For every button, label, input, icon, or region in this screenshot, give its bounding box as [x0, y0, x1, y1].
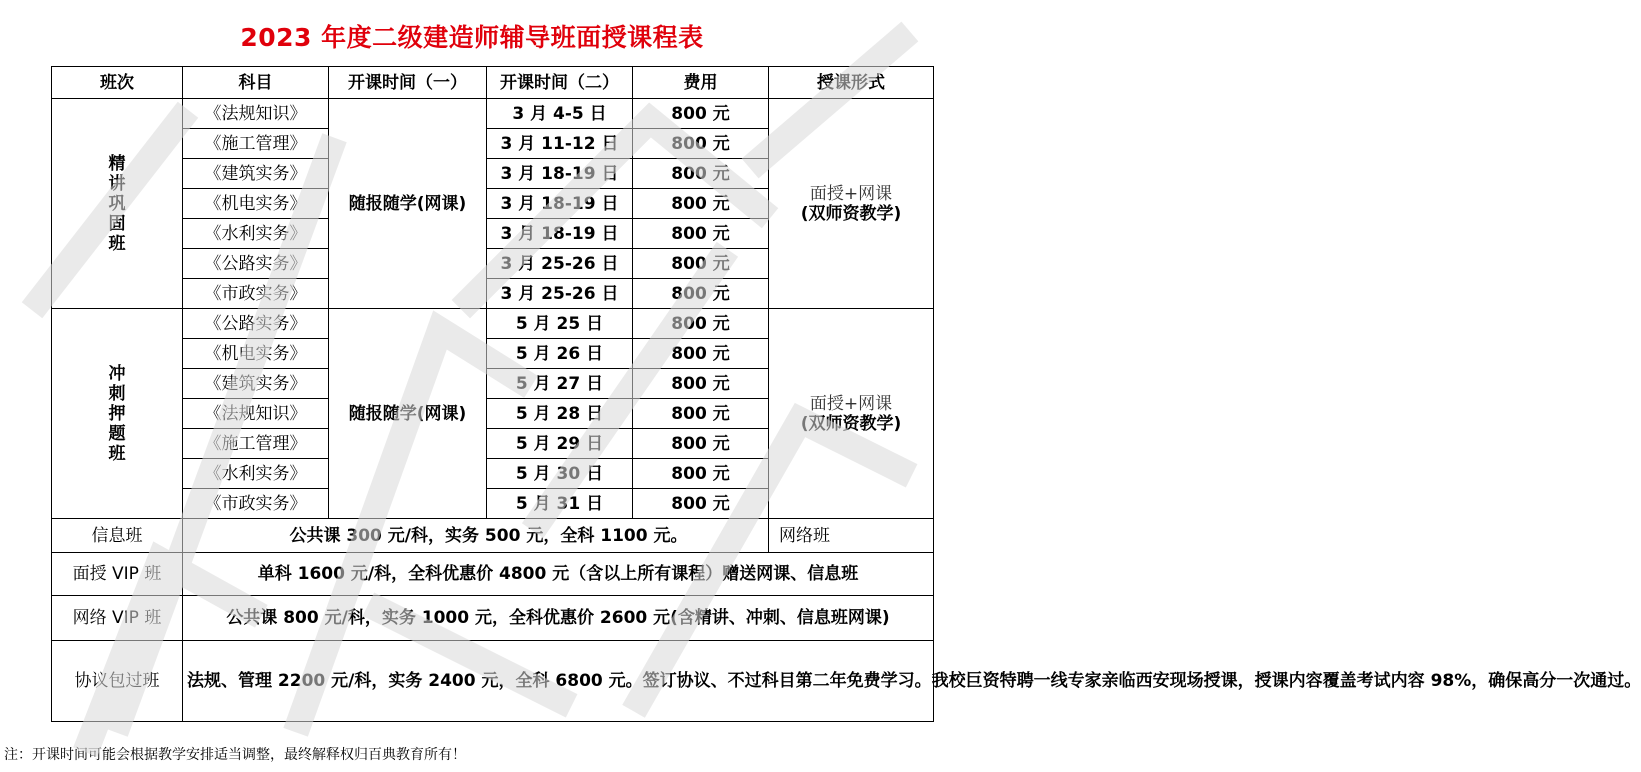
teaching-form-line: (双师资教学)	[800, 413, 902, 434]
fee-cell: 800 元	[633, 489, 769, 519]
vip-online-row	[52, 596, 934, 641]
class-name-cell: 信息班	[52, 519, 183, 553]
subject-cell: 《水利实务》	[183, 219, 329, 249]
fee-cell: 800 元	[633, 129, 769, 159]
teaching-form-line: 面授+网课	[809, 393, 893, 414]
table-row	[52, 99, 934, 129]
subject-cell: 《法规知识》	[183, 399, 329, 429]
teaching-form-cell	[769, 99, 934, 309]
info-class-row	[52, 519, 934, 553]
fee-cell: 800 元	[633, 369, 769, 399]
subject-cell: 《机电实务》	[183, 339, 329, 369]
class-name-char: 讲	[108, 173, 126, 194]
class-name-char: 巩	[108, 193, 126, 214]
fee-cell: 800 元	[633, 429, 769, 459]
subject-cell: 《市政实务》	[183, 279, 329, 309]
price-description-cell: 法规、管理 2200 元/科，实务 2400 元，全科 6800 元。签订协议、不过科目第二年免费学习。我校巨资特聘一线专家亲临西安现场授课，授课内容覆盖考试内容 98%，确保高分一次通过。	[183, 641, 934, 722]
class-name-char: 固	[108, 213, 126, 234]
vip-face-row	[52, 553, 934, 596]
start-time-cell: 随报随学(网课)	[329, 99, 487, 309]
date-cell: 3 月 18-19 日	[487, 219, 633, 249]
class-name-char: 刺	[108, 383, 126, 404]
price-description-cell: 单科 1600 元/科，全科优惠价 4800 元（含以上所有课程）赠送网课、信息班	[183, 553, 934, 596]
class-name-cell	[52, 99, 183, 309]
fee-cell: 800 元	[633, 99, 769, 129]
protocol-class-row	[52, 641, 934, 722]
subject-cell: 《建筑实务》	[183, 159, 329, 189]
subject-cell: 《市政实务》	[183, 489, 329, 519]
class-name-char: 班	[108, 233, 126, 254]
fee-cell: 800 元	[633, 339, 769, 369]
fee-cell: 800 元	[633, 189, 769, 219]
teaching-form-cell	[769, 309, 934, 519]
header-row	[52, 67, 934, 99]
start-time-cell: 随报随学(网课)	[329, 309, 487, 519]
price-description-cell: 公共课 800 元/科，实务 1000 元，全科优惠价 2600 元(含精讲、冲刺、信息班网课)	[183, 596, 934, 641]
class-name-char: 班	[108, 443, 126, 464]
class-name-cell	[52, 309, 183, 519]
class-name-cell: 网络 VIP 班	[52, 596, 183, 641]
teaching-form-cell: 网络班	[769, 519, 934, 553]
date-cell: 3 月 4-5 日	[487, 99, 633, 129]
header-cell: 授课形式	[769, 67, 934, 99]
fee-cell: 800 元	[633, 309, 769, 339]
page-title: 2023 年度二级建造师辅导班面授课程表	[240, 23, 704, 52]
class-name-char: 题	[108, 423, 126, 444]
date-cell: 5 月 30 日	[487, 459, 633, 489]
date-cell: 5 月 27 日	[487, 369, 633, 399]
header-cell: 费用	[633, 67, 769, 99]
subject-cell: 《机电实务》	[183, 189, 329, 219]
fee-cell: 800 元	[633, 159, 769, 189]
date-cell: 5 月 25 日	[487, 309, 633, 339]
fee-cell: 800 元	[633, 279, 769, 309]
date-cell: 3 月 18-19 日	[487, 189, 633, 219]
subject-cell: 《建筑实务》	[183, 369, 329, 399]
table-row	[52, 309, 934, 339]
subject-cell: 《法规知识》	[183, 99, 329, 129]
teaching-form-line: (双师资教学)	[800, 203, 902, 224]
subject-cell: 《施工管理》	[183, 429, 329, 459]
date-cell: 3 月 18-19 日	[487, 159, 633, 189]
fee-cell: 800 元	[633, 459, 769, 489]
date-cell: 5 月 26 日	[487, 339, 633, 369]
subject-cell: 《公路实务》	[183, 249, 329, 279]
class-name-char: 冲	[108, 363, 126, 384]
fee-cell: 800 元	[633, 219, 769, 249]
header-cell: 科目	[183, 67, 329, 99]
date-cell: 5 月 31 日	[487, 489, 633, 519]
teaching-form-line: 面授+网课	[809, 183, 893, 204]
date-cell: 5 月 28 日	[487, 399, 633, 429]
header-cell: 班次	[52, 67, 183, 99]
date-cell: 3 月 25-26 日	[487, 279, 633, 309]
price-description-cell: 公共课 300 元/科，实务 500 元，全科 1100 元。	[183, 519, 769, 553]
subject-cell: 《水利实务》	[183, 459, 329, 489]
fee-cell: 800 元	[633, 249, 769, 279]
subject-cell: 《施工管理》	[183, 129, 329, 159]
header-cell: 开课时间（二）	[487, 67, 633, 99]
subject-cell: 《公路实务》	[183, 309, 329, 339]
class-name-cell: 协议包过班	[52, 641, 183, 722]
date-cell: 3 月 11-12 日	[487, 129, 633, 159]
header-cell: 开课时间（一）	[329, 67, 487, 99]
class-name-cell: 面授 VIP 班	[52, 553, 183, 596]
date-cell: 3 月 25-26 日	[487, 249, 633, 279]
class-name-char: 押	[108, 403, 126, 424]
schedule-table	[51, 66, 1641, 722]
date-cell: 5 月 29 日	[487, 429, 633, 459]
class-name-char: 精	[108, 153, 126, 174]
fee-cell: 800 元	[633, 399, 769, 429]
footnote: 注：开课时间可能会根据教学安排适当调整，最终解释权归百典教育所有！	[4, 747, 466, 763]
